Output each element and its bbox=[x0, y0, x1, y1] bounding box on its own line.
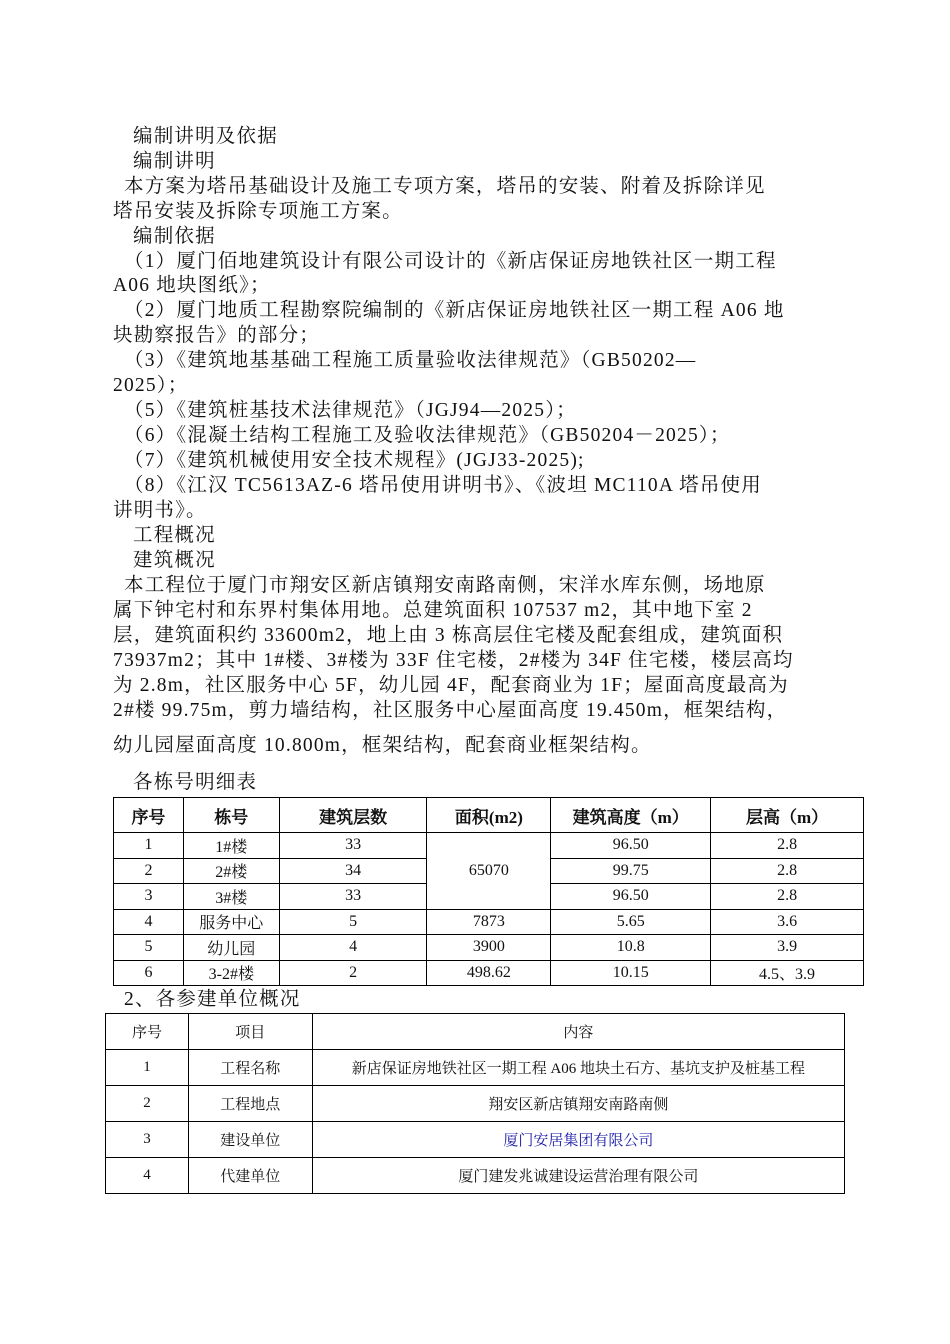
basis-item-3: （3）《建筑地基基础工程施工质量验收法律规范》（GB50202— bbox=[124, 350, 697, 371]
table-row bbox=[106, 1086, 845, 1122]
cell: 1 bbox=[114, 833, 184, 859]
basis-item-7: （7）《建筑机械使用安全技术规程》(JGJ33-2025); bbox=[124, 450, 585, 471]
basis-item-1: （1）厦门佰地建筑设计有限公司设计的《新店保证房地铁社区一期工程 bbox=[124, 251, 777, 272]
basis-item-1-cont: A06 地块图纸》； bbox=[113, 275, 271, 296]
cell: 代建单位 bbox=[188, 1158, 312, 1194]
basis-item-5: （5）《建筑桩基技术法律规范》（JGJ94—2025）； bbox=[124, 400, 577, 421]
owner-link[interactable]: 厦门安居集团有限公司 bbox=[312, 1122, 844, 1158]
cell: 2#楼 bbox=[183, 858, 279, 884]
basis-item-2: （2）厦门地质工程勘察院编制的《新店保证房地铁社区一期工程 A06 地 bbox=[124, 300, 785, 321]
cell: 工程地点 bbox=[188, 1086, 312, 1122]
cell: 10.8 bbox=[551, 935, 711, 961]
cell: 5 bbox=[279, 909, 427, 935]
cell-merged-area: 65070 bbox=[427, 833, 551, 910]
cell: 厦门建发兆诚建设运营治理有限公司 bbox=[312, 1158, 844, 1194]
table-header-row bbox=[114, 798, 864, 833]
cell: 96.50 bbox=[551, 833, 711, 859]
cell: 7873 bbox=[427, 909, 551, 935]
heading-compile-notes-basis: 编制讲明及依据 bbox=[133, 126, 278, 147]
paragraph-line: 2#楼 99.75m，剪力墙结构，社区服务中心屋面高度 19.450m，框架结构， bbox=[113, 700, 788, 721]
heading-compile-notes: 编制讲明 bbox=[133, 151, 216, 172]
cell: 3 bbox=[114, 884, 184, 910]
table-row bbox=[106, 1050, 845, 1086]
cell: 5 bbox=[114, 935, 184, 961]
paragraph-line: 塔吊安装及拆除专项施工方案。 bbox=[113, 201, 403, 222]
table-row bbox=[106, 1122, 845, 1158]
heading-compile-basis: 编制依据 bbox=[133, 226, 216, 247]
cell: 4 bbox=[279, 935, 427, 961]
table1-caption: 各栋号明细表 bbox=[133, 772, 258, 793]
cell: 498.62 bbox=[427, 960, 551, 986]
cell: 新店保证房地铁社区一期工程 A06 地块土石方、基坑支护及桩基工程 bbox=[312, 1050, 844, 1086]
table-row bbox=[114, 935, 864, 961]
paragraph-line: 幼儿园屋面高度 10.800m，框架结构，配套商业框架结构。 bbox=[113, 735, 652, 756]
table-row bbox=[114, 833, 864, 859]
cell: 工程名称 bbox=[188, 1050, 312, 1086]
cell: 翔安区新店镇翔安南路南侧 bbox=[312, 1086, 844, 1122]
cell: 6 bbox=[114, 960, 184, 986]
header-index: 序号 bbox=[114, 798, 184, 833]
paragraph-line: 属下钟宅村和东界村集体用地。总建筑面积 107537 m2，其中地下室 2 bbox=[113, 600, 753, 621]
basis-item-3-cont: 2025）； bbox=[113, 375, 189, 396]
heading-building-overview: 建筑概况 bbox=[133, 550, 216, 571]
header-content: 内容 bbox=[312, 1014, 844, 1050]
heading-participants: 2、各参建单位概况 bbox=[124, 989, 301, 1010]
heading-project-overview: 工程概况 bbox=[133, 525, 216, 546]
paragraph-line: 本方案为塔吊基础设计及施工专项方案，塔吊的安装、附着及拆除详见 bbox=[124, 176, 766, 197]
cell: 4.5、3.9 bbox=[711, 960, 864, 986]
cell: 34 bbox=[279, 858, 427, 884]
basis-item-8: （8）《江汉 TC5613AZ-6 塔吊使用讲明书》、《波坦 MC110A 塔吊使用 bbox=[124, 475, 762, 496]
basis-item-2-cont: 块勘察报告》的部分； bbox=[113, 325, 321, 346]
cell: 建设单位 bbox=[188, 1122, 312, 1158]
header-index: 序号 bbox=[106, 1014, 189, 1050]
cell: 2.8 bbox=[711, 884, 864, 910]
cell: 10.15 bbox=[551, 960, 711, 986]
cell: 1 bbox=[106, 1050, 189, 1086]
cell: 2.8 bbox=[711, 833, 864, 859]
building-detail-table bbox=[113, 797, 864, 986]
cell: 2 bbox=[106, 1086, 189, 1122]
basis-item-6: （6）《混凝土结构工程施工及验收法律规范》（GB50204－2025）； bbox=[124, 425, 731, 446]
header-floor-height: 层高（m） bbox=[711, 798, 864, 833]
basis-item-8-cont: 讲明书》。 bbox=[113, 500, 207, 521]
cell: 33 bbox=[279, 833, 427, 859]
table-row bbox=[114, 909, 864, 935]
cell: 4 bbox=[106, 1158, 189, 1194]
header-area: 面积(m2) bbox=[427, 798, 551, 833]
paragraph-line: 本工程位于厦门市翔安区新店镇翔安南路南侧，宋洋水库东侧，场地原 bbox=[124, 575, 766, 596]
header-building: 栋号 bbox=[183, 798, 279, 833]
header-item: 项目 bbox=[188, 1014, 312, 1050]
cell: 96.50 bbox=[551, 884, 711, 910]
cell: 2 bbox=[279, 960, 427, 986]
table-header-row bbox=[106, 1014, 845, 1050]
cell: 4 bbox=[114, 909, 184, 935]
cell: 99.75 bbox=[551, 858, 711, 884]
paragraph-line: 73937m2；其中 1#楼、3#楼为 33F 住宅楼，2#楼为 34F 住宅楼，楼层高均 bbox=[113, 650, 794, 671]
cell: 服务中心 bbox=[183, 909, 279, 935]
table-row bbox=[114, 960, 864, 986]
cell: 3-2#楼 bbox=[183, 960, 279, 986]
paragraph-line: 层，建筑面积约 33600m2，地上由 3 栋高层住宅楼及配套组成，建筑面积 bbox=[113, 625, 784, 646]
participants-table bbox=[105, 1013, 845, 1194]
header-height: 建筑高度（m） bbox=[551, 798, 711, 833]
cell: 3.9 bbox=[711, 935, 864, 961]
cell: 幼儿园 bbox=[183, 935, 279, 961]
cell: 3#楼 bbox=[183, 884, 279, 910]
header-floors: 建筑层数 bbox=[279, 798, 427, 833]
cell: 3900 bbox=[427, 935, 551, 961]
cell: 2.8 bbox=[711, 858, 864, 884]
cell: 5.65 bbox=[551, 909, 711, 935]
cell: 3 bbox=[106, 1122, 189, 1158]
cell: 2 bbox=[114, 858, 184, 884]
paragraph-line: 为 2.8m，社区服务中心 5F，幼儿园 4F，配套商业为 1F；屋面高度最高为 bbox=[113, 675, 789, 696]
cell: 3.6 bbox=[711, 909, 864, 935]
table-row bbox=[106, 1158, 845, 1194]
cell: 33 bbox=[279, 884, 427, 910]
cell: 1#楼 bbox=[183, 833, 279, 859]
